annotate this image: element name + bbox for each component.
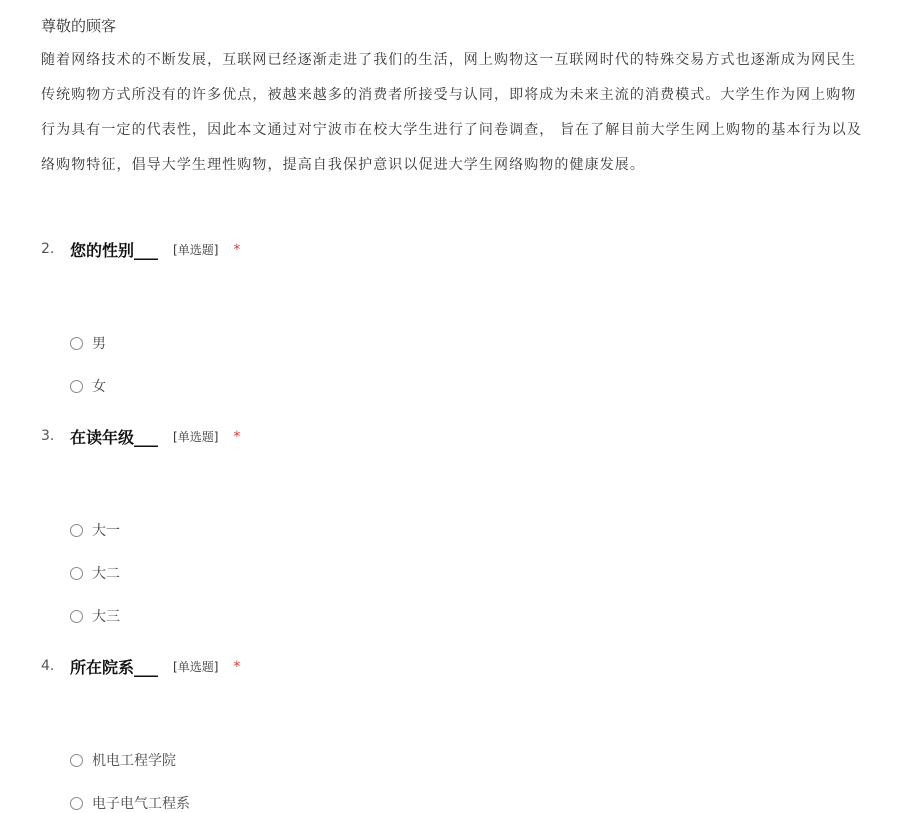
option-label: 大二 bbox=[92, 566, 120, 582]
required-marker: * bbox=[233, 429, 241, 445]
greeting-text: 尊敬的顾客 bbox=[41, 17, 117, 35]
option-electrical-engineering[interactable] bbox=[70, 793, 190, 813]
option-female[interactable] bbox=[70, 376, 106, 396]
required-marker: * bbox=[233, 659, 241, 675]
question-gender bbox=[41, 237, 861, 395]
option-male[interactable] bbox=[70, 333, 106, 353]
question-type-badge: [单选题] bbox=[173, 242, 219, 257]
survey-intro bbox=[41, 16, 900, 190]
intro-line: 随着网络技术的不断发展，互联网已经逐渐走进了我们的生活，网上购物这一互联网时代的特殊交易方式也逐渐成为网民生 bbox=[41, 52, 857, 68]
radio-button[interactable] bbox=[70, 797, 83, 810]
question-number: 4. bbox=[41, 658, 55, 674]
option-label: 机电工程学院 bbox=[92, 753, 176, 769]
option-label: 男 bbox=[92, 336, 106, 352]
question-number: 3. bbox=[41, 428, 55, 444]
intro-line: 络购物特征，倡导大学生理性购物，提高自我保护意识以促进大学生网络购物的健康发展。 bbox=[41, 157, 645, 173]
option-label: 大一 bbox=[92, 523, 120, 539]
question-department bbox=[41, 654, 861, 812]
intro-paragraph bbox=[41, 50, 900, 190]
question-title: 所在院系___ bbox=[70, 657, 159, 677]
option-freshman[interactable] bbox=[70, 520, 120, 540]
option-junior[interactable] bbox=[70, 606, 120, 626]
radio-button[interactable] bbox=[70, 337, 83, 350]
question-header bbox=[41, 424, 861, 448]
intro-line: 行为具有一定的代表性，因此本文通过对宁波市在校大学生进行了问卷调查， 旨在了解目前大学生网上购物的基本行为以及 bbox=[41, 122, 862, 138]
option-label: 电子电气工程系 bbox=[92, 796, 190, 812]
radio-button[interactable] bbox=[70, 610, 83, 623]
question-type-badge: [单选题] bbox=[173, 659, 219, 674]
question-title: 您的性别___ bbox=[70, 240, 159, 260]
radio-button[interactable] bbox=[70, 754, 83, 767]
option-label: 大三 bbox=[92, 609, 120, 625]
question-header bbox=[41, 237, 861, 261]
question-grade bbox=[41, 424, 861, 625]
option-label: 女 bbox=[92, 379, 106, 395]
question-number: 2. bbox=[41, 241, 55, 257]
intro-line: 传统购物方式所没有的许多优点，被越来越多的消费者所接受与认同，即将成为未来主流的消费模式。大学生作为网上购物 bbox=[41, 87, 857, 103]
option-mechatronics[interactable] bbox=[70, 750, 176, 770]
radio-button[interactable] bbox=[70, 524, 83, 537]
question-title: 在读年级___ bbox=[70, 427, 159, 447]
option-sophomore[interactable] bbox=[70, 563, 120, 583]
radio-button[interactable] bbox=[70, 380, 83, 393]
radio-button[interactable] bbox=[70, 567, 83, 580]
question-type-badge: [单选题] bbox=[173, 429, 219, 444]
required-marker: * bbox=[233, 242, 241, 258]
question-header bbox=[41, 654, 861, 678]
